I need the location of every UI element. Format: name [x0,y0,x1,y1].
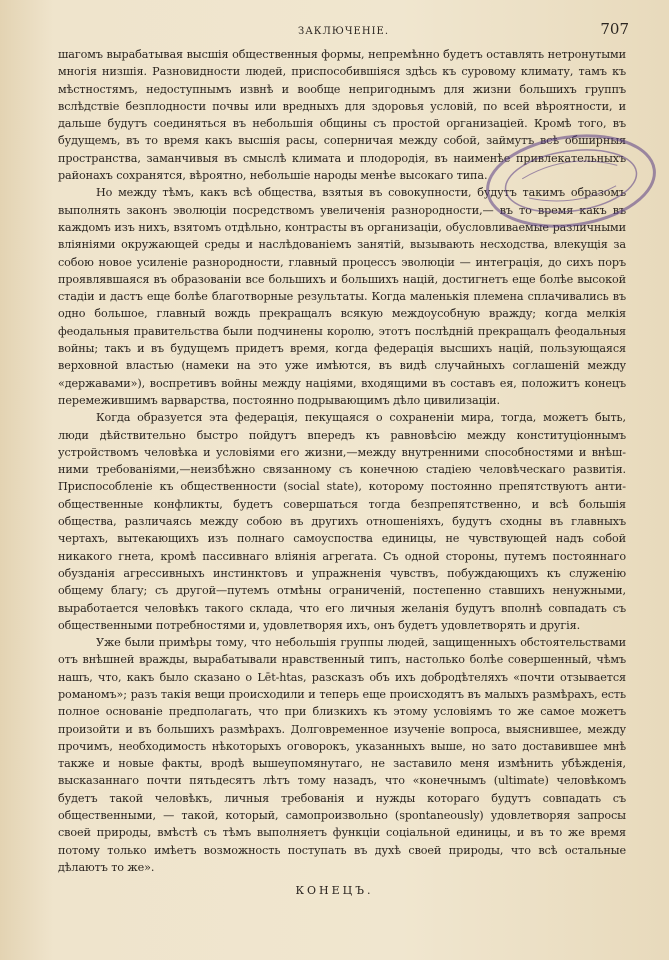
paragraph-1: шагомъ вырабатывая высшія общественныя формы, непремѣнно будетъ оставлять нетронутыми многія низшія. Разновидности людей, приспособившіяся здѣсь къ суровому климату, тамъ къ мѣстностямъ, недоступнымъ извнѣ и вообще непригоднымъ для жизни большихъ группъ вслѣдствіе безплодности почвы или вредныхъ для здоровья условій, по всей вѣроятности, и дальше будутъ соединяться въ небольшія общины съ простой организаціей. Кромѣ того, въ будущемъ, въ то время какъ высшія расы, соперничая между собой, займутъ всѣ обширныя пространства, заманчивыя въ смыслѣ климата и плодородія, въ наименѣе привлекательныхъ районахъ сохранятся, вѣроятно, небольшіе народы менѣе высокаго типа. [58,48,626,183]
end-marker: КОНЕЦЪ. [295,884,374,897]
page-number: 707 [600,20,629,38]
running-header [58,20,629,42]
paragraph-3: Когда образуется эта федерація, пекущаяся о сохраненіи мира, тогда, можетъ быть, люди дѣйствительно быстро пойдутъ впередъ къ равновѣсію между конституціоннымъ устройствомъ человѣка и условіями его жизни,—между внутренними способностями и внѣшними требованіями,—неизбѣжно связанному съ конечною стадіею человѣческаго развитія. Приспособленіе къ общественности (social state), которому постоянно препятствуютъ антиобщественные конфликты, будетъ совершаться тогда безпрепятственно, и всѣ большія общества, различаясь между собою въ другихъ отношеніяхъ, будутъ сходны въ главныхъ чертахъ, вытекающихъ изъ полнаго самоуспоства единицы, не чувствующей надъ собой никакого гнета, кромѣ пассивнаго вліянія агрегата. Съ одной стороны, путемъ постояннаго обузданія агрессивныхъ инстинктовъ и упражненія чувствъ, побуждающихъ къ служенію общему благу; съ другой—путемъ отмѣны ограниченій, постепенно ставшихъ ненужными, выработается человѣкъ такого склада, что его личныя желанія будутъ вполнѣ совпадать съ общественными потребностями и, удовлетворяя ихъ, онъ будетъ удовлетворять и другія. [58,411,626,632]
running-title: ЗАКЛЮЧЕНІЕ. [298,26,389,37]
paragraph-4: Уже были примѣры тому, что небольшія группы людей, защищенныхъ обстоятельствами отъ внѣшней вражды, вырабатывали нравственный типъ, настолько болѣе совершенный, чѣмъ нашъ, что, какъ было сказано о Lēt-htas, разсказъ объ ихъ добродѣтеляхъ «почти отзывается романомъ»; разъ такія вещи происходили и теперь еще происходятъ въ малыхъ размѣрахъ, есть полное основаніе предполагать, что при близкихъ къ этому условіямъ то же самое можетъ произойти и въ большихъ размѣрахъ. Долговременное изученіе вопроса, выяснившее, между прочимъ, необходимость нѣкоторыхъ оговорокъ, указанныхъ выше, но зато доставившее мнѣ также и новые факты, вродѣ вышеупомянутаго, не заставило меня измѣнить убѣжденія, высказаннаго почти пятьдесятъ лѣтъ тому назадъ, что «конечнымъ (ultimate) человѣкомъ будетъ такой человѣкъ, личныя требованія и нужды котораго будутъ совпадать съ общественными, — такой, который, самопроизвольно (spontaneously) удовлетворяя запросы своей природы, вмѣстѣ съ тѣмъ выполняетъ функціи соціальной единицы, и въ то же время потому только имѣетъ возможность поступать въ духѣ своей природы, что всѣ остальные дѣлаютъ то же». [58,636,626,874]
paragraph-2: Но между тѣмъ, какъ всѣ общества, взятыя въ совокупности, будутъ такимъ образомъ выполнять законъ эволюціи посредствомъ увеличенія разнородности,— въ то время какъ въ каждомъ изъ нихъ, взятомъ отдѣльно, контрасты въ организаціи, обусловливаемые различными вліяніями окружающей среды и наслѣдованіемъ занятій, вызывають несходства, влекущія за собою новое усиленіе разнородности, главный процессъ эволюціи — интеграція, до сихъ поръ проявлявшаяся въ образованіи все большихъ и большихъ націй, достигнетъ еще болѣе высокой стадіи и дастъ еще болѣе благотворные результаты. Когда маленькія племена сплачивались въ одно большое, главный вождь прекращалъ всякую междоусобную вражду; когда мелкія феодальныя правительства были подчинены королю, этотъ послѣдній прекращалъ феодальныя войны; такъ и въ будущемъ придетъ время, когда федерація высшихъ націй, пользующаяся верховной властью (намеки на это уже имѣются, въ видѣ случайныхъ соглашеній между «державами»), воспретивъ войны между націями, входящими въ составъ ея, положитъ конецъ перемежившимъ варварства, постоянно подрывающимъ дѣло цивилизаціи. [58,186,626,407]
body-text [58,46,626,876]
